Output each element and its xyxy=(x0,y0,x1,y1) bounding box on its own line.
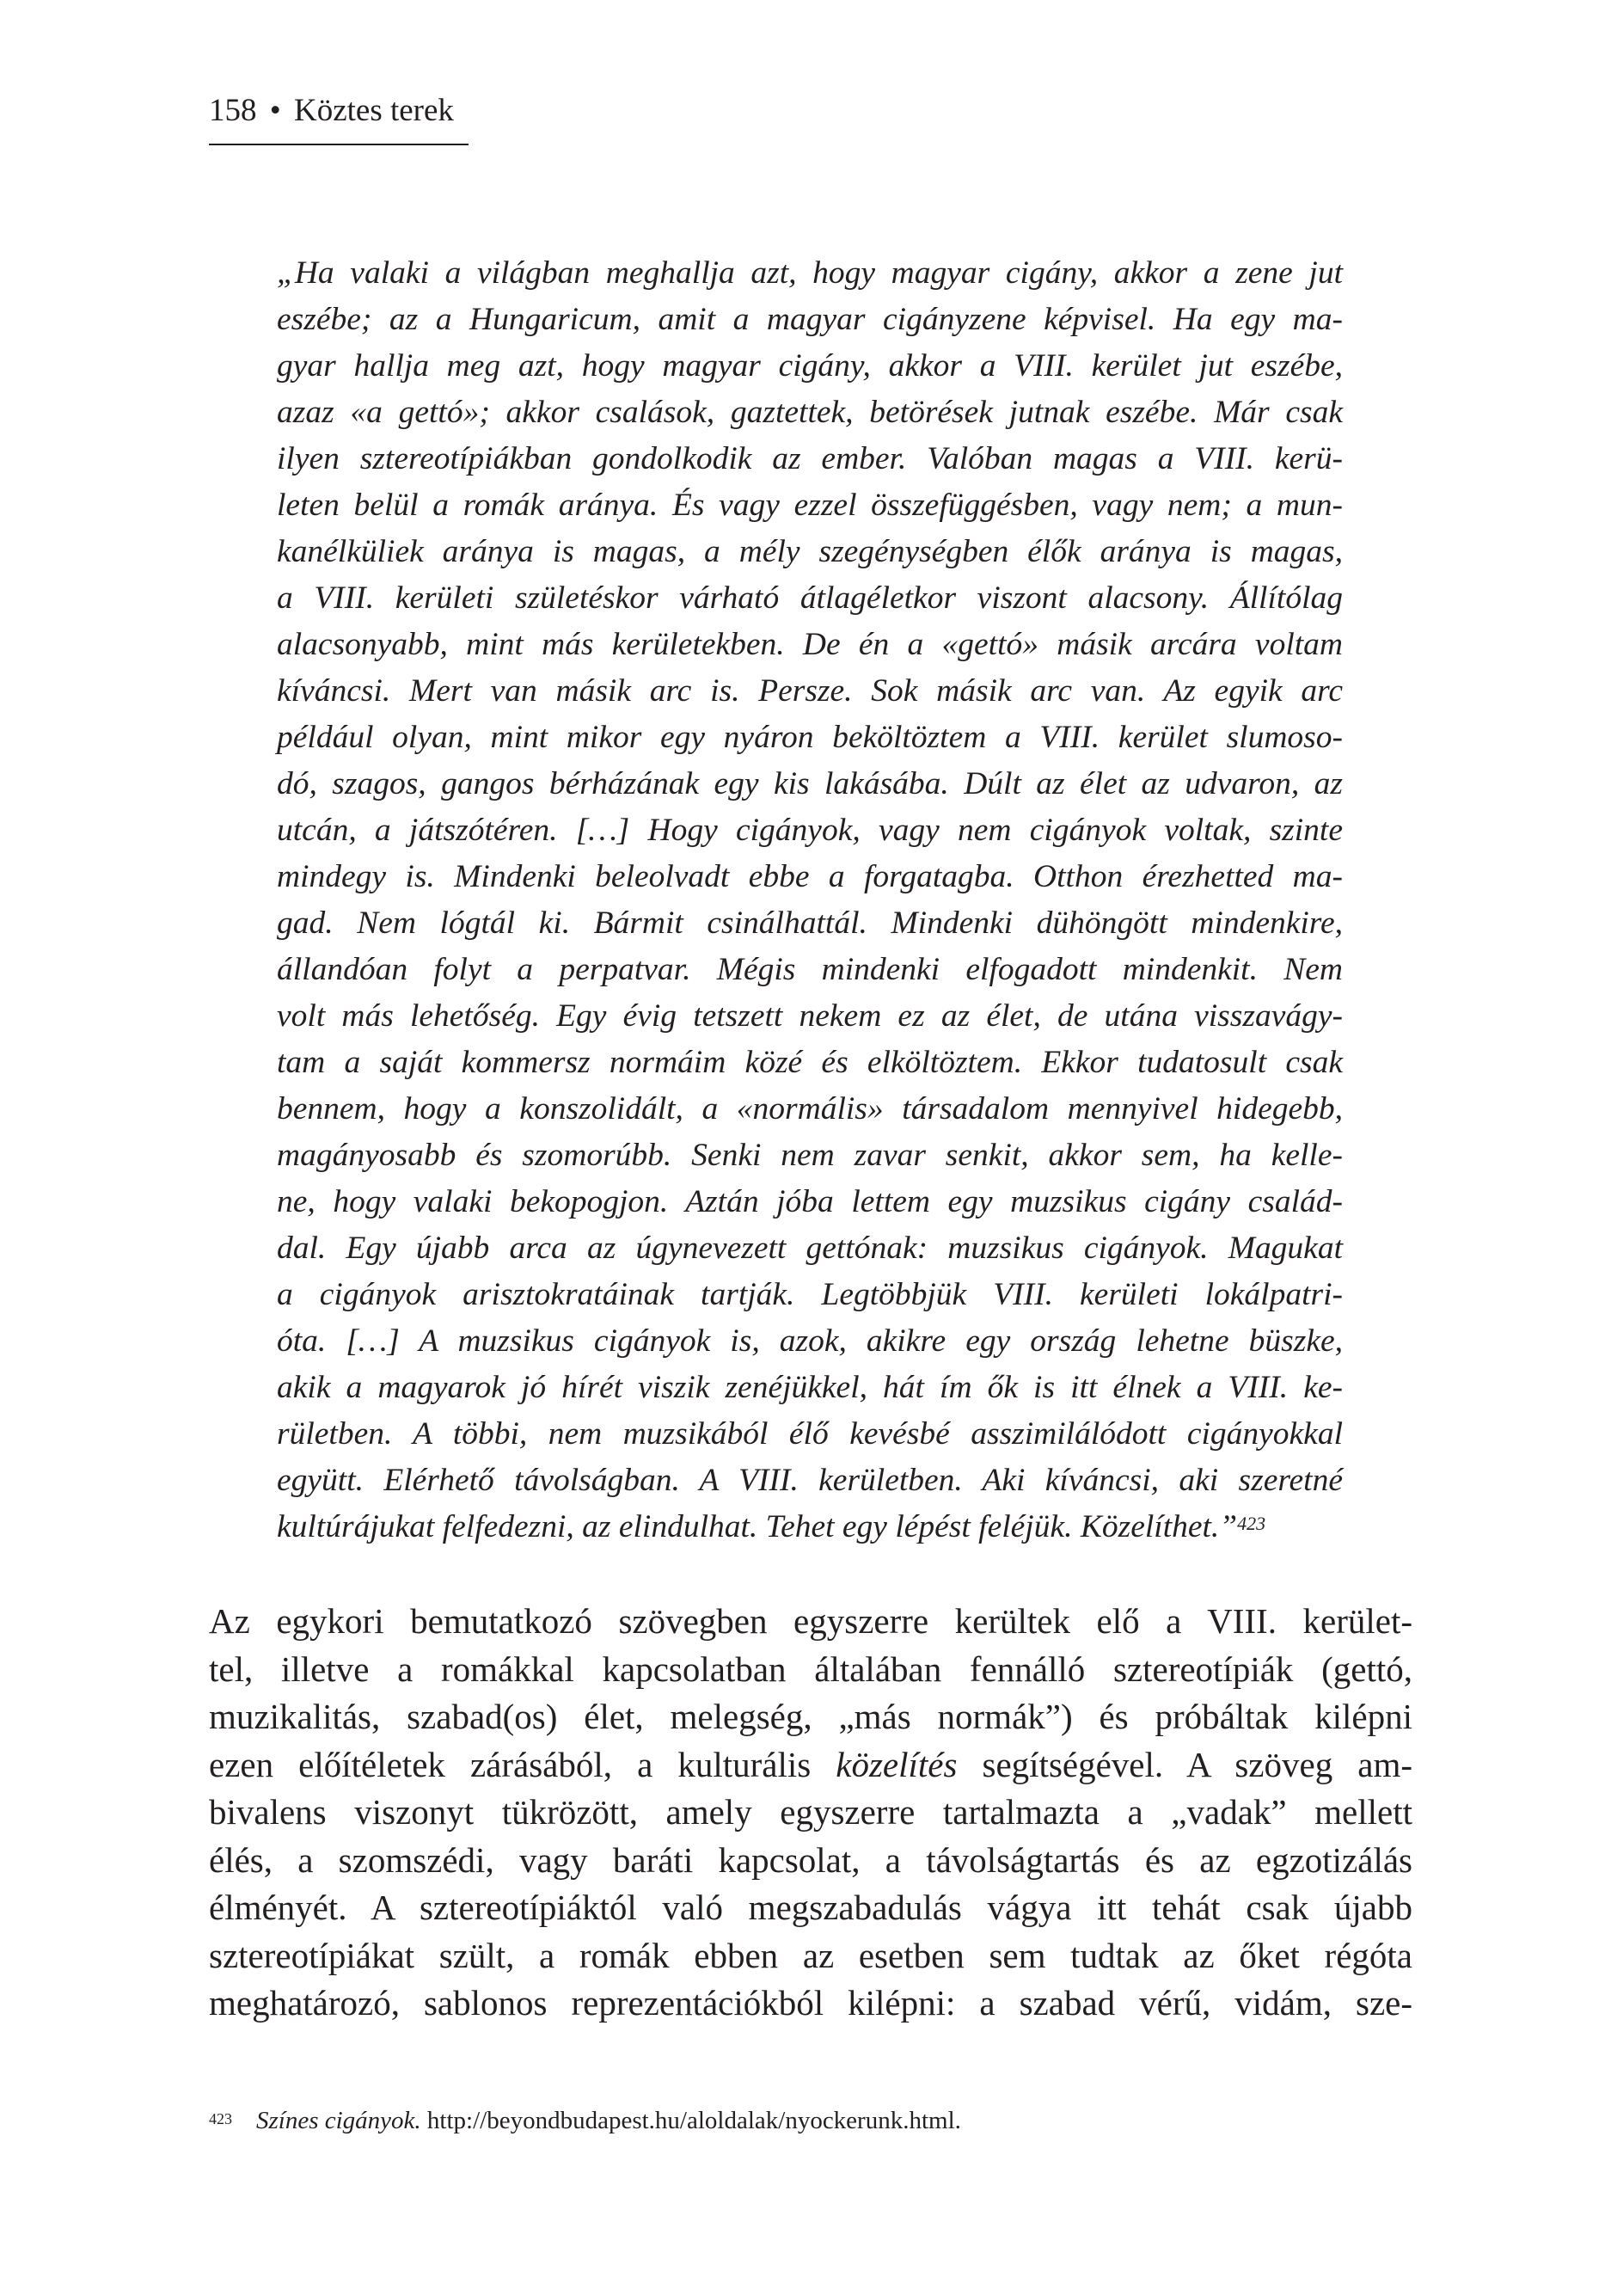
quote-line: a cigányok arisztokratáinak tartják. Legtöbbjük VIII. kerületi lokálpatri- xyxy=(277,1277,1343,1312)
quote-line: akik a magyarok jó hírét viszik zenéjükkel, hát ím ők is itt élnek a VIII. ke- xyxy=(277,1370,1343,1405)
running-head xyxy=(209,89,454,132)
book-title: Köztes terek xyxy=(293,93,454,128)
quote-line: gyar hallja meg azt, hogy magyar cigány, akkor a VIII. kerület jut eszébe, xyxy=(277,348,1343,384)
footnote-reference[interactable]: 423 xyxy=(1237,1513,1266,1534)
quote-line: kíváncsi. Mert van másik arc is. Persze. Sok másik arc van. Az egyik arc xyxy=(277,673,1343,709)
footnote-number: 423 xyxy=(209,2110,232,2127)
body-line: sztereotípiákat szült, a romák ebben az esetben sem tudtak az őket régóta xyxy=(209,1935,1412,1975)
quote-line: például olyan, mint mikor egy nyáron beköltöztem a VIII. kerület slumoso- xyxy=(277,720,1343,755)
quote-line: gad. Nem lógtál ki. Bármit csinálhattál. Mindenki dühöngött mindenkire, xyxy=(277,906,1343,941)
quote-line: állandóan folyt a perpatvar. Mégis mindenki elfogadott mindenkit. Nem xyxy=(277,952,1343,987)
bullet-separator: • xyxy=(269,93,281,128)
quote-line-last xyxy=(277,1504,1343,1550)
footnote-url[interactable]: http://beyondbudapest.hu/aloldalak/nyockerunk.html. xyxy=(420,2107,961,2134)
body-line-with-emphasis xyxy=(209,1741,1412,1790)
quote-line: volt más lehetőség. Egy évig tetszett nekem ez az élet, de utána visszavágy- xyxy=(277,998,1343,1034)
body-paragraph xyxy=(209,1598,1412,2028)
quote-line: a VIII. kerületi születéskor várható átlagéletkor viszont alacsony. Állítólag xyxy=(277,580,1343,616)
body-line: bivalens viszonyt tükrözött, amely egyszerre tartalmazta a „vadak” mellett xyxy=(209,1792,1412,1832)
quote-line: alacsonyabb, mint más kerületekben. De én a «gettó» másik arcára voltam xyxy=(277,627,1343,662)
quote-line: ilyen sztereotípiákban gondolkodik az ember. Valóban magas a VIII. kerü- xyxy=(277,441,1343,476)
emphasized-term: közelítés xyxy=(836,1744,958,1784)
quote-line: bennem, hogy a konszolidált, a «normális» társadalom mennyivel hidegebb, xyxy=(277,1091,1343,1127)
quote-line: leten belül a romák aránya. És vagy ezzel összefüggésben, vagy nem; a mun- xyxy=(277,488,1343,523)
quote-line: rületben. A többi, nem muzsikából élő kevésbé asszimilálódott cigányokkal xyxy=(277,1416,1343,1452)
quote-line: utcán, a játszótéren. […] Hogy cigányok, vagy nem cigányok voltak, szinte xyxy=(277,813,1343,848)
quote-line: dal. Egy újabb arca az úgynevezett gettónak: muzsikus cigányok. Magukat xyxy=(277,1231,1343,1266)
body-line: tel, illetve a romákkal kapcsolatban általában fennálló sztereotípiák (gettó, xyxy=(209,1648,1412,1689)
block-quote xyxy=(277,250,1343,1550)
body-text-segment: segítségével. A szöveg am- xyxy=(957,1744,1412,1784)
quote-line: ne, hogy valaki bekopogjon. Aztán jóba lettem egy muzsikus cigány család- xyxy=(277,1184,1343,1219)
quote-line: dó, szagos, gangos bérházának egy kis lakásába. Dúlt az élet az udvaron, az xyxy=(277,766,1343,801)
quote-line: óta. […] A muzsikus cigányok is, azok, akikre egy ország lehetne büszke, xyxy=(277,1323,1343,1359)
quote-line: azaz «a gettó»; akkor csalások, gaztettek, betörések jutnak eszébe. Már csak xyxy=(277,395,1343,430)
body-line: Az egykori bemutatkozó szövegben egyszerre kerültek elő a VIII. kerület- xyxy=(209,1601,1412,1641)
body-line: élményét. A sztereotípiáktól való megszabadulás vágya itt tehát csak újabb xyxy=(209,1888,1412,1927)
quote-line: eszébe; az a Hungaricum, amit a magyar cigányzene képvisel. Ha egy ma- xyxy=(277,302,1343,337)
quote-line: tam a saját kommersz normáim közé és elköltöztem. Ekkor tudatosult csak xyxy=(277,1045,1343,1080)
body-text-segment: ezen előítéletek zárásából, a kulturális xyxy=(209,1744,836,1784)
quote-line: magányosabb és szomorúbb. Senki nem zavar senkit, akkor sem, ha kelle- xyxy=(277,1138,1343,1173)
quote-line: kanélküliek aránya is magas, a mély szegénységben élők aránya is magas, xyxy=(277,534,1343,569)
footnote xyxy=(209,2103,961,2138)
body-line: meghatározó, sablonos reprezentációkból kilépni: a szabad vérű, vidám, sze- xyxy=(209,1983,1412,2023)
body-line: muzikalitás, szabad(os) élet, melegség, „más normák”) és próbáltak kilépni xyxy=(209,1697,1412,1736)
quote-line: együtt. Elérhető távolságban. A VIII. kerületben. Aki kíváncsi, aki szeretné xyxy=(277,1463,1343,1498)
quote-line: mindegy is. Mindenki beleolvadt ebbe a forgatagba. Otthon érezhetted ma- xyxy=(277,859,1343,894)
header-rule xyxy=(209,144,469,145)
page-number: 158 xyxy=(209,93,257,128)
footnote-source-title: Színes cigányok. xyxy=(256,2107,421,2134)
quote-line-last-text: kultúrájukat felfedezni, az elindulhat. Tehet egy lépést feléjük. Közelíthet.” xyxy=(277,1509,1238,1544)
body-line: élés, a szomszédi, vagy baráti kapcsolat, a távolságtartás és az egzotizálás xyxy=(209,1839,1412,1880)
quote-line: „Ha valaki a világban meghallja azt, hogy magyar cigány, akkor a zene jut xyxy=(277,255,1343,291)
